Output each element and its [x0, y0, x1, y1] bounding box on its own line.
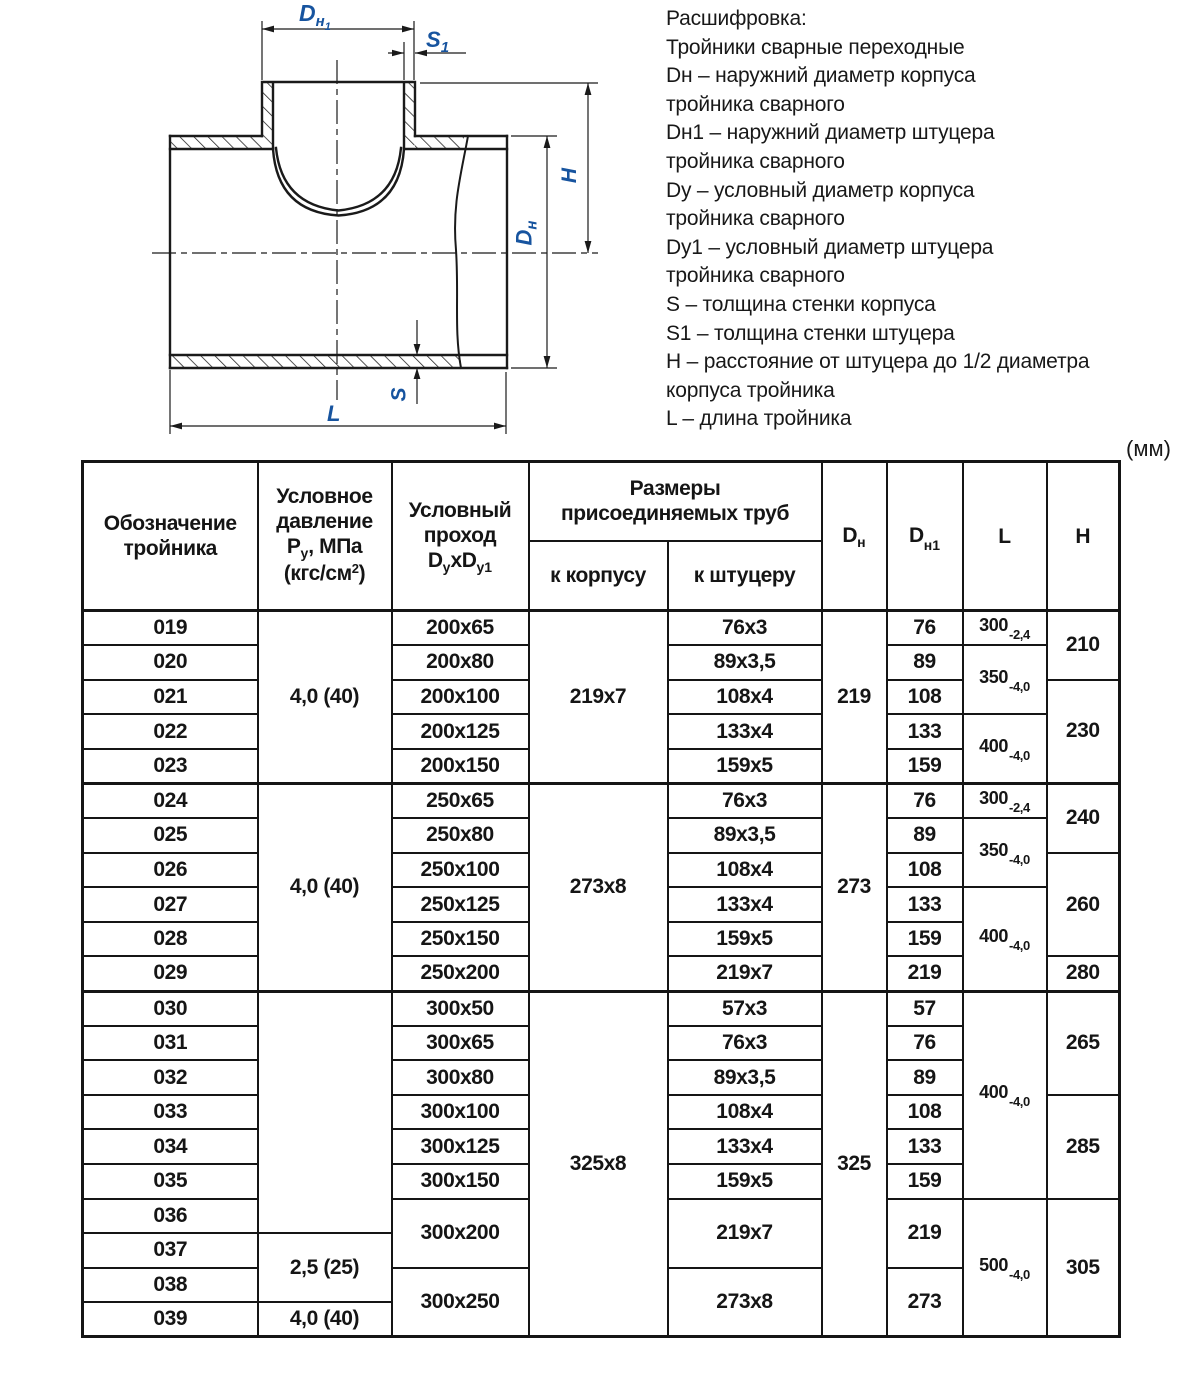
- h-cell: 285: [1047, 1095, 1120, 1199]
- designation-cell: 034: [83, 1129, 258, 1164]
- bore-cell: 250x65: [392, 783, 529, 818]
- bore-cell: 200x80: [392, 645, 529, 680]
- dn1-cell: 219: [887, 956, 963, 991]
- h-cell: 305: [1047, 1199, 1120, 1337]
- bore-cell: 200x125: [392, 714, 529, 749]
- dn1-cell: 89: [887, 818, 963, 853]
- designation-cell: 039: [83, 1302, 258, 1337]
- designation-cell: 028: [83, 922, 258, 957]
- l-cell: $500_{-4,0}$: [963, 1199, 1047, 1337]
- bore-cell: 200x150: [392, 749, 529, 784]
- stub-pipe-cell: 133x4: [668, 714, 822, 749]
- stub-pipe-cell: 273x8: [668, 1268, 822, 1337]
- header-dn: $D_н$: [822, 462, 887, 611]
- bore-cell: 200x65: [392, 611, 529, 646]
- legend-line: Расшифровка:: [666, 7, 807, 30]
- h-cell: 230: [1047, 680, 1120, 784]
- stub-pipe-cell: 89x3,5: [668, 645, 822, 680]
- dn1-cell: 219: [887, 1199, 963, 1268]
- designation-cell: 026: [83, 853, 258, 888]
- body-pipe-cell: 325x8: [529, 991, 668, 1337]
- designation-cell: 030: [83, 991, 258, 1026]
- dn1-cell: 159: [887, 1164, 963, 1199]
- l-cell: $400_{-4,0}$: [963, 714, 1047, 783]
- h-cell: 260: [1047, 853, 1120, 957]
- dn1-cell: 108: [887, 853, 963, 888]
- legend-line: H – расстояние от штуцера до 1/2 диаметра: [666, 350, 1090, 374]
- pressure-cell: 4,0 (40): [258, 611, 392, 784]
- dim-label-s1: $S_1$: [426, 27, 450, 56]
- bore-cell: 250x200: [392, 956, 529, 991]
- pressure-cell: 2,5 (25): [258, 1233, 392, 1302]
- designation-cell: 020: [83, 645, 258, 680]
- pressure-cell: [258, 991, 392, 1233]
- bore-cell: 300x65: [392, 1026, 529, 1061]
- designation-cell: 031: [83, 1026, 258, 1061]
- dim-label-dn: $D_н$: [511, 220, 541, 246]
- legend-line: Dн1 – наружний диаметр штуцера: [666, 121, 995, 145]
- tee-drawing: [0, 0, 660, 450]
- dn-cell: 219: [822, 611, 887, 784]
- legend: [666, 5, 1089, 434]
- dim-label-h: H: [558, 167, 582, 184]
- pressure-cell: 4,0 (40): [258, 783, 392, 991]
- dn1-cell: 133: [887, 887, 963, 922]
- legend-line: Dy – условный диаметр корпуса: [666, 178, 975, 202]
- designation-cell: 021: [83, 680, 258, 715]
- bore-cell: 300x80: [392, 1060, 529, 1095]
- stub-pipe-cell: 159x5: [668, 1164, 822, 1199]
- legend-line: тройника сварного: [666, 264, 845, 288]
- dn1-cell: 159: [887, 749, 963, 784]
- designation-cell: 022: [83, 714, 258, 749]
- dn1-cell: 273: [887, 1268, 963, 1337]
- header-pressure: Условное давление $Р_у$, МПа $(кгс/см^2)$: [258, 462, 392, 611]
- designation-cell: 036: [83, 1199, 258, 1234]
- designation-cell: 037: [83, 1233, 258, 1268]
- legend-line: тройника сварного: [666, 149, 845, 173]
- dimensions-table: [81, 460, 1121, 1338]
- stub-pipe-cell: 108x4: [668, 680, 822, 715]
- designation-cell: 027: [83, 887, 258, 922]
- dim-label-dn1: $D_{н1}$: [299, 0, 331, 33]
- bore-cell: 200x100: [392, 680, 529, 715]
- bore-cell: 300x150: [392, 1164, 529, 1199]
- stub-pipe-cell: 76x3: [668, 1026, 822, 1061]
- stub-pipe-cell: 133x4: [668, 1129, 822, 1164]
- stub-pipe-cell: 108x4: [668, 1095, 822, 1130]
- dn-cell: 325: [822, 991, 887, 1337]
- dn1-cell: 133: [887, 1129, 963, 1164]
- dn1-cell: 76: [887, 1026, 963, 1061]
- dn1-cell: 76: [887, 611, 963, 646]
- dn1-cell: 89: [887, 645, 963, 680]
- stub-pipe-cell: 219x7: [668, 1199, 822, 1268]
- designation-cell: 038: [83, 1268, 258, 1303]
- legend-line: тройника сварного: [666, 207, 845, 231]
- designation-cell: 033: [83, 1095, 258, 1130]
- legend-line: L – длина тройника: [666, 407, 852, 431]
- l-cell: $300_{-2,4}$: [963, 611, 1047, 646]
- h-cell: 240: [1047, 783, 1120, 852]
- legend-line: Dy1 – условный диаметр штуцера: [666, 235, 994, 259]
- l-cell: $350_{-4,0}$: [963, 818, 1047, 887]
- body-outline: [170, 82, 507, 368]
- dn-cell: 273: [822, 783, 887, 991]
- legend-line: корпуса тройника: [666, 378, 835, 402]
- header-dn1: $D_{н1}$: [887, 462, 963, 611]
- legend-line: тройника сварного: [666, 92, 845, 116]
- header-to-body: к корпусу: [529, 541, 668, 611]
- designation-cell: 029: [83, 956, 258, 991]
- bore-cell: 250x100: [392, 853, 529, 888]
- legend-line: Dн – наружний диаметр корпуса: [666, 64, 976, 88]
- h-cell: 280: [1047, 956, 1120, 991]
- stub-pipe-cell: 76x3: [668, 783, 822, 818]
- l-cell: $350_{-4,0}$: [963, 645, 1047, 714]
- dn1-cell: 108: [887, 1095, 963, 1130]
- l-cell: $300_{-2,4}$: [963, 783, 1047, 818]
- stub-pipe-cell: 89x3,5: [668, 818, 822, 853]
- stub-pipe-cell: 57x3: [668, 991, 822, 1026]
- dim-label-l: L: [327, 401, 341, 426]
- stub-pipe-cell: 159x5: [668, 749, 822, 784]
- dn1-cell: 133: [887, 714, 963, 749]
- bore-cell: 300x250: [392, 1268, 529, 1337]
- designation-cell: 024: [83, 783, 258, 818]
- body-pipe-cell: 219x7: [529, 611, 668, 784]
- dn1-cell: 159: [887, 922, 963, 957]
- designation-cell: 032: [83, 1060, 258, 1095]
- designation-cell: 023: [83, 749, 258, 784]
- bore-cell: 250x150: [392, 922, 529, 957]
- header-pipes-group: Размеры присоединяемых труб: [529, 462, 822, 541]
- header-bore: Условный проход $D_уxD_{у1}$: [392, 462, 529, 611]
- stub-pipe-cell: 76x3: [668, 611, 822, 646]
- header-h: H: [1047, 462, 1120, 611]
- dn1-cell: 76: [887, 783, 963, 818]
- l-cell: $400_{-4,0}$: [963, 887, 1047, 991]
- legend-line: Тройники сварные переходные: [666, 35, 965, 59]
- bore-cell: 250x80: [392, 818, 529, 853]
- stub-pipe-cell: 108x4: [668, 853, 822, 888]
- bore-cell: 250x125: [392, 887, 529, 922]
- pressure-cell: 4,0 (40): [258, 1302, 392, 1337]
- legend-line: S1 – толщина стенки штуцера: [666, 321, 955, 345]
- stub-pipe-cell: 133x4: [668, 887, 822, 922]
- legend-line: S – толщина стенки корпуса: [666, 292, 936, 316]
- bore-cell: 300x200: [392, 1199, 529, 1268]
- stub-pipe-cell: 219x7: [668, 956, 822, 991]
- designation-cell: 035: [83, 1164, 258, 1199]
- h-cell: 210: [1047, 611, 1120, 680]
- bore-cell: 300x125: [392, 1129, 529, 1164]
- body-pipe-cell: 273x8: [529, 783, 668, 991]
- h-cell: 265: [1047, 991, 1120, 1095]
- units-note: (мм): [1126, 436, 1171, 461]
- header-designation: Обозначение тройника: [83, 462, 258, 611]
- l-cell: $400_{-4,0}$: [963, 991, 1047, 1199]
- dn1-cell: 89: [887, 1060, 963, 1095]
- dn1-cell: 57: [887, 991, 963, 1026]
- dn1-cell: 108: [887, 680, 963, 715]
- header-l: L: [963, 462, 1047, 611]
- designation-cell: 025: [83, 818, 258, 853]
- bore-cell: 300x100: [392, 1095, 529, 1130]
- designation-cell: 019: [83, 611, 258, 646]
- dim-label-s: S: [387, 387, 411, 402]
- hatched-walls: [170, 83, 464, 367]
- bore-cell: 300x50: [392, 991, 529, 1026]
- stub-pipe-cell: 159x5: [668, 922, 822, 957]
- stub-pipe-cell: 89x3,5: [668, 1060, 822, 1095]
- header-to-stub: к штуцеру: [668, 541, 822, 611]
